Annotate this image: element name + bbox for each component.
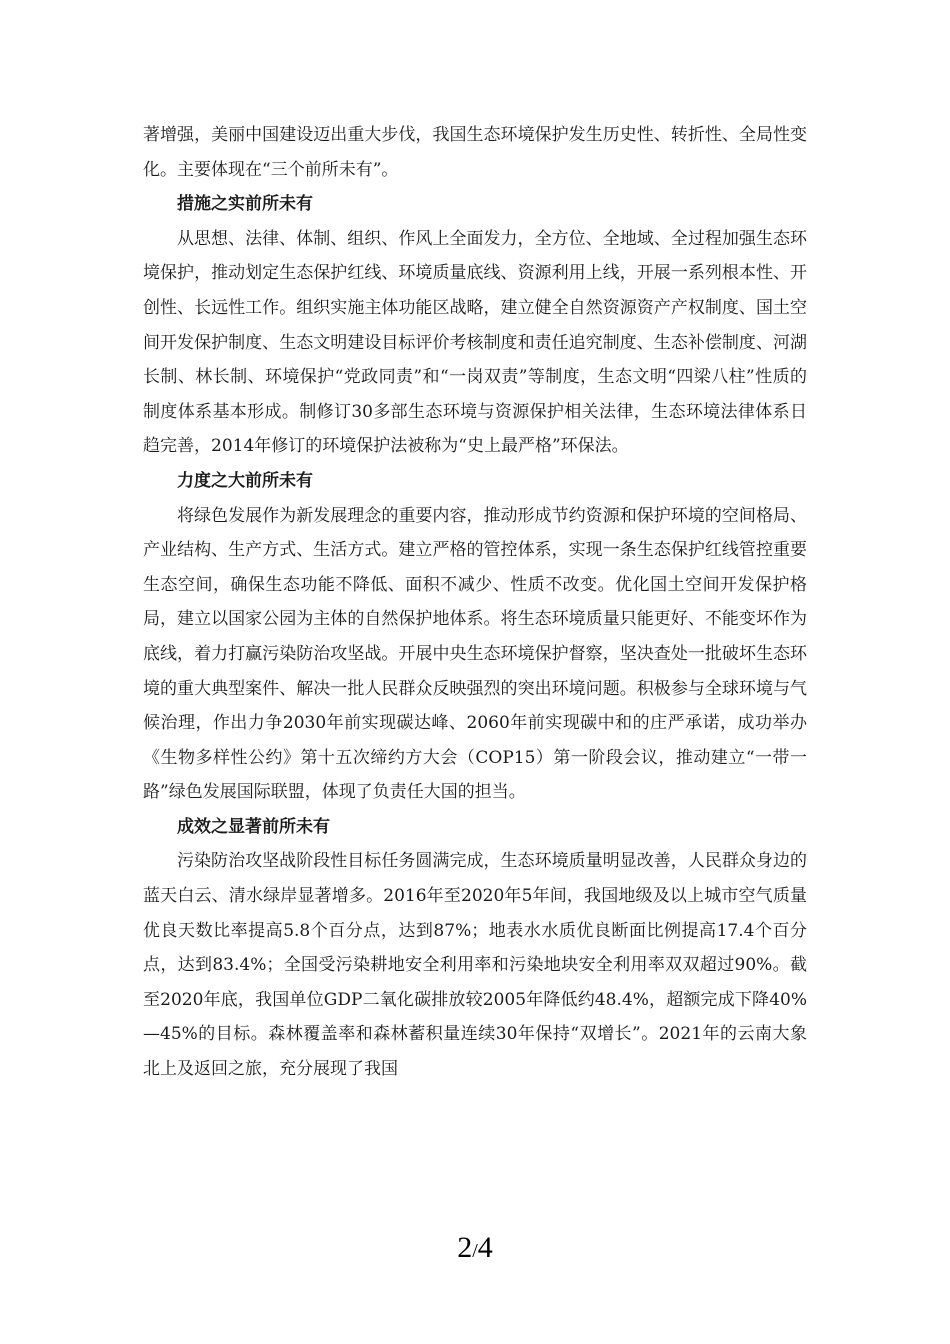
paragraph-intensity: 将绿色发展作为新发展理念的重要内容，推动形成节约资源和保护环境的空间格局、产业结构、生产方式、生活方式。建立严格的管控体系，实现一条生态保护红线管控重要生态空间，确保生态功能不降低、面积不减少、性质不改变。优化国土空间开发保护格局，建立以国家公园为主体的自然保护地体系。将生态环境质量只能更好、不能变坏作为底线，着力打赢污染防治攻坚战。开展中央生态环境保护督察，坚决查处一批破坏生态环境的重大典型案件、解决一批人民群众反映强烈的突出环境问题。积极参与全球环境与气候治理，作出力争2030年前实现碳达峰、2060年前实现碳中和的庄严承诺，成功举办《生物多样性公约》第十五次缔约方大会（COP15）第一阶段会议，推动建立“一带一路”绿色发展国际联盟，体现了负责任大国的担当。 [143, 505, 807, 803]
section-heading-measures: 措施之实前所未有 [177, 194, 313, 215]
page-number-current: 2 [457, 1231, 473, 1264]
section-heading-results: 成效之显著前所未有 [177, 816, 330, 837]
document-body [143, 118, 807, 1087]
page-number-separator: / [472, 1240, 478, 1262]
paragraph-results: 污染防治攻坚战阶段性目标任务圆满完成，生态环境质量明显改善，人民群众身边的蓝天白云、清水绿岸显著增多。2016年至2020年5年间，我国地级及以上城市空气质量优良天数比率提高5.8个百分点，达到87%；地表水水质优良断面比例提高17.4个百分点，达到83.4%；全国受污染耕地安全利用率和污染地块安全利用率双双超过90%。截至2020年底，我国单位GDP二氧化碳排放较2005年降低约48.4%，超额完成下降40%—45%的目标。森林覆盖率和森林蓄积量连续30年保持“双增长”。2021年的云南大象北上及返回之旅，充分展现了我国 [143, 851, 807, 1080]
paragraph-measures: 从思想、法律、体制、组织、作风上全面发力，全方位、全地域、全过程加强生态环境保护，推动划定生态保护红线、环境质量底线、资源利用上线，开展一系列根本性、开创性、长远性工作。组织实施主体功能区战略，建立健全自然资源资产产权制度、国土空间开发保护制度、生态文明建设目标评价考核制度和责任追究制度、生态补偿制度、河湖长制、林长制、环境保护“党政同责”和“一岗双责”等制度，生态文明“四梁八柱”性质的制度体系基本形成。制修订30多部生态环境与资源保护相关法律，生态环境法律体系日趋完善，2014年修订的环境保护法被称为“史上最严格”环保法。 [143, 228, 807, 457]
page-number [0, 1228, 950, 1271]
continuation-paragraph: 著增强，美丽中国建设迈出重大步伐，我国生态环境保护发生历史性、转折性、全局性变化。主要体现在“三个前所未有”。 [143, 125, 807, 180]
section-heading-intensity: 力度之大前所未有 [177, 470, 313, 491]
page-number-total: 4 [477, 1231, 493, 1264]
